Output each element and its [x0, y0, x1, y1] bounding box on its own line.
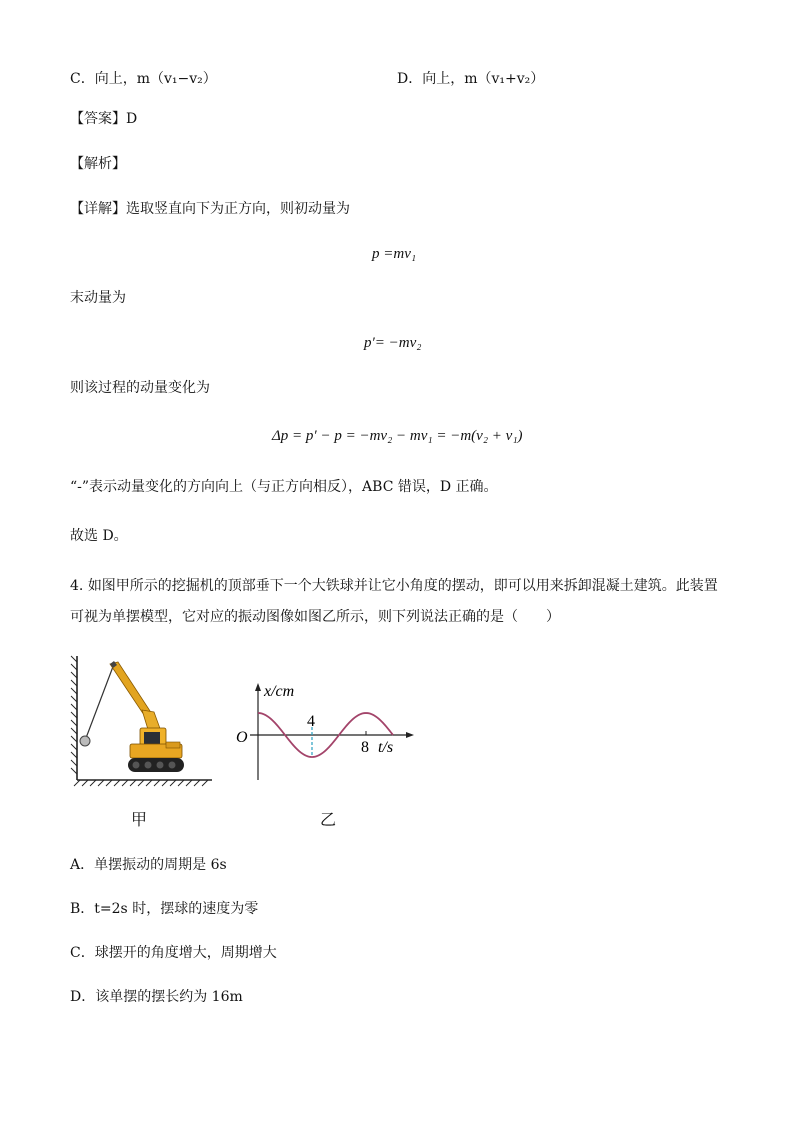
wall-hatch [71, 656, 77, 774]
option-b[interactable] [70, 894, 258, 925]
option-text: 球摆开的角度增大，周期增大 [94, 945, 277, 961]
option-text: 单摆振动的周期是 6s [94, 857, 227, 873]
question-number: 4. [70, 578, 84, 594]
origin-label: O [236, 729, 248, 746]
x-axis-arrow [406, 732, 414, 738]
equation-final-momentum: p′= −mv₂ [364, 335, 422, 351]
iron-ball [80, 736, 90, 746]
conclusion: 故选 D。 [70, 528, 128, 544]
x-axis-label: t/s [378, 739, 394, 756]
figure-yi-label: 乙 [320, 810, 337, 829]
final-momentum-text: 末动量为 [70, 290, 126, 306]
answer-label: 【答案】 [70, 111, 126, 127]
option-label: B． [70, 901, 95, 917]
detail-text: 选取竖直向下为正方向，则初动量为 [126, 201, 350, 217]
tick-label-4: 4 [307, 713, 315, 730]
option-text: 该单摆的摆长约为 16m [95, 989, 243, 1005]
q4-stem-line2: 可视为单摆模型，它对应的振动图像如图乙所示，则下列说法正确的是（ ） [70, 609, 560, 625]
option-d[interactable] [70, 982, 243, 1013]
q4-stem-line1 [70, 571, 718, 602]
stem-text: 如图甲所示的挖掘机的顶部垂下一个大铁球并让它小角度的摆动，即可以用来拆卸混凝土建筑。此装置 [87, 578, 718, 594]
pendulum-cable [86, 664, 114, 738]
figure-yi-graph [228, 680, 424, 790]
excavator-boom [110, 662, 152, 718]
detail-line [70, 194, 350, 225]
equation-initial-momentum: p =mv₁ [372, 246, 417, 262]
option-label: C． [70, 71, 95, 87]
cab-window [144, 732, 160, 744]
option-c[interactable] [70, 938, 277, 969]
option-label: C． [70, 945, 95, 961]
analysis-label: 【解析】 [70, 156, 126, 172]
equation-momentum-change: Δp = p′ − p = −mv₂ − mv₁ = −m(v₂ + v₁) [272, 428, 523, 444]
option-d-prev [397, 68, 544, 88]
answer-line [70, 104, 137, 135]
tick-label-8: 8 [361, 739, 369, 756]
option-c-prev [70, 68, 217, 88]
option-text: t=2s 时，摆球的速度为零 [94, 901, 259, 917]
option-label: D． [70, 989, 96, 1005]
y-axis-label: x/cm [264, 683, 295, 700]
option-a[interactable] [70, 850, 227, 881]
option-text: 向上，m（v₁−v₂） [94, 71, 217, 87]
option-label: D． [397, 71, 423, 87]
option-label: A． [70, 857, 95, 873]
answer-value: D [126, 111, 138, 127]
momentum-change-text: 则该过程的动量变化为 [70, 380, 210, 396]
option-text: 向上，m（v₁+v₂） [422, 71, 545, 87]
figure-jia-label: 甲 [131, 810, 148, 829]
detail-label: 【详解】 [70, 201, 126, 217]
ground-hatch [74, 780, 208, 786]
sign-explanation: “-”表示动量变化的方向向上（与正方向相反），ABC 错误，D 正确。 [70, 479, 498, 495]
figure-jia-excavator [70, 652, 216, 788]
y-axis-arrow [255, 683, 261, 691]
